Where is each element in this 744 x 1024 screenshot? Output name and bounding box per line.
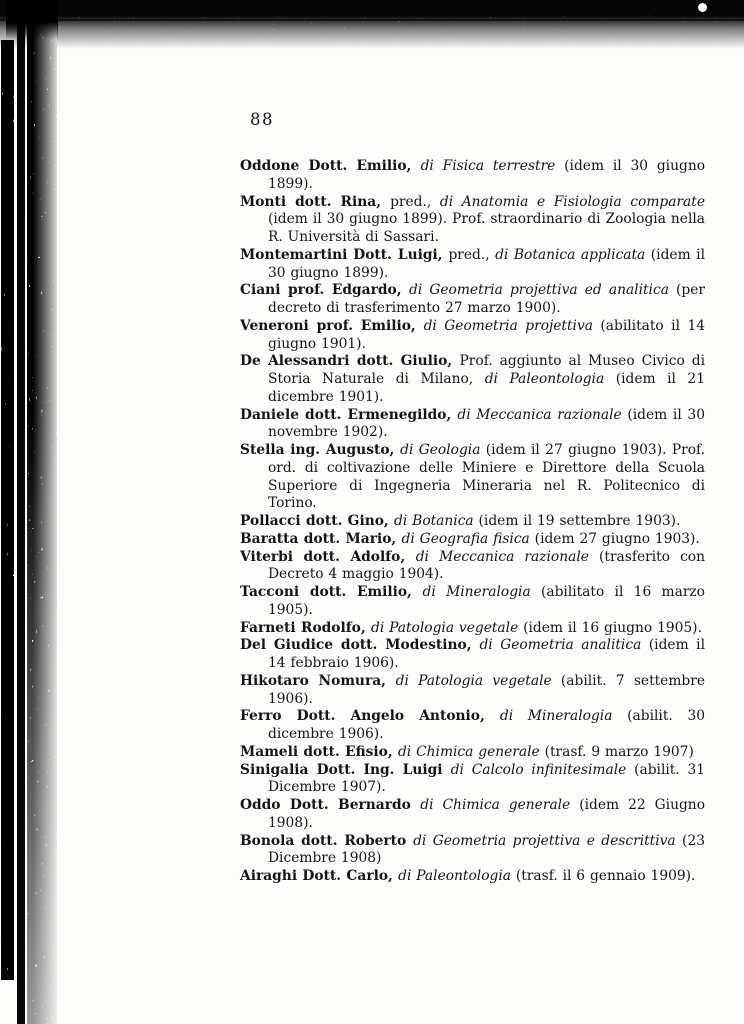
entry: [240, 318, 705, 354]
entry-rest: (per decreto di trasferimento 27 marzo 1900).: [268, 282, 705, 316]
entry-rest: (idem il 16 giugno 1905).: [518, 619, 702, 636]
scan-top-thin-line: [0, 19, 744, 21]
entry-name: Bonola dott. Roberto: [240, 832, 414, 849]
entry-rest: (idem il 30 giugno 1899). Prof. straordinario di Zoologia nella R. Università di Sassari.: [268, 211, 705, 245]
entry-name: Daniele dott. Ermenegildo,: [240, 406, 458, 423]
entry-rest: (trasf. il 6 gennaio 1909).: [510, 868, 696, 884]
entry-rest: (23 Dicembre 1908): [268, 832, 705, 867]
entry: [240, 247, 705, 283]
entries-list: [240, 158, 705, 886]
entry-pre-text: Prof. aggiunto al Museo Civico di Storia Naturale di Milano,: [268, 353, 705, 387]
entry-name: Ferro Dott. Angelo Antonio,: [240, 708, 500, 725]
entry-subject: di Meccanica razionale: [415, 548, 589, 565]
entry-subject: di Geometria projettiva: [423, 317, 593, 334]
entry-subject: di Fisica terrestre: [420, 158, 556, 174]
entry: [240, 407, 705, 443]
entry-subject: di Chimica generale: [397, 743, 540, 760]
entry-name: Monti dott. Rina,: [240, 193, 391, 210]
entry-name: Veneroni prof. Emilio,: [240, 317, 424, 334]
entry-subject: di Geometria projettiva e descrittiva: [413, 832, 676, 849]
entry: [240, 549, 705, 585]
entry: [240, 513, 705, 531]
scan-top-edge: [0, 0, 744, 15]
entry-subject: di Mineralogia: [422, 584, 531, 600]
entry: [240, 353, 705, 406]
entry-subject: di Paleontologia: [484, 371, 605, 387]
entry-name: Tacconi dott. Emilio,: [240, 584, 423, 600]
entry-name: Airaghi Dott. Carlo,: [240, 868, 399, 884]
entry-name: Viterbi dott. Adolfo,: [240, 548, 416, 565]
entry: [240, 194, 705, 247]
entry-name: Pollacci dott. Gino,: [240, 513, 395, 529]
entry-subject: di Botanica: [394, 513, 474, 529]
entry: [240, 584, 705, 620]
entry-subject: di Patologia vegetale: [395, 672, 552, 689]
entry-name: Mameli dott. Efisio,: [240, 743, 398, 760]
entry: [240, 762, 705, 798]
page-text-block: [240, 110, 706, 886]
entry: [240, 708, 705, 744]
entry-subject: di Geometria analitica: [479, 637, 642, 654]
entry-name: Farneti Rodolfo,: [240, 619, 371, 636]
entry-rest: (idem il 30 giugno 1899).: [268, 246, 705, 281]
entry: [240, 673, 705, 709]
entry-name: Hikotaro Nomura,: [240, 672, 396, 689]
entry-rest: (abilit. 30 dicembre 1906).: [268, 708, 705, 742]
entry-name: De Alessandri dott. Giulio,: [240, 353, 460, 370]
entry-subject: di Meccanica razionale: [457, 406, 622, 423]
entry: [240, 620, 705, 638]
entry-rest: (idem il 30 giugno 1899).: [268, 158, 706, 192]
scan-white-speck: [698, 3, 707, 12]
entry-subject: di Calcolo infinitesimale: [450, 761, 627, 778]
entry-rest: (idem il 19 settembre 1903).: [473, 513, 681, 529]
entry-subject: di Anatomia e Fisiologia comparate: [439, 193, 705, 210]
entry-rest: (abilit. 7 settembre 1906).: [268, 672, 706, 707]
entry-name: Ciani prof. Edgardo,: [240, 282, 410, 299]
entry-rest: (idem 27 giugno 1903).: [529, 530, 700, 547]
entry-pre-text: pred.,: [448, 246, 496, 263]
entry-rest: (abilit. 31 Dicembre 1907).: [268, 761, 706, 796]
entry-rest: (trasf. 9 marzo 1907): [539, 743, 694, 760]
entry-name: Del Giudice dott. Modestino,: [240, 637, 480, 654]
entry-subject: di Geometria projettiva ed analitica: [409, 282, 669, 299]
scan-binding-grain-fade: [27, 0, 57, 1024]
entry-name: Baratta dott. Mario,: [240, 530, 402, 547]
entry-name: Stella ing. Augusto,: [240, 442, 401, 458]
entry-subject: di Geologia: [400, 442, 481, 458]
entry: [240, 531, 705, 549]
entry-subject: di Botanica applicata: [495, 246, 646, 263]
scan-corner-blob: [6, 0, 58, 40]
entry: [240, 442, 705, 513]
entry-subject: di Paleontologia: [398, 868, 511, 884]
entry-subject: di Patologia vegetale: [370, 619, 519, 636]
entry-rest: (idem il 27 giugno 1903). Prof. ord. di coltivazione delle Miniere e Direttore della Scuola Superiore di Ingegneria Mineraria nel R. Politecnico di Torino.: [268, 442, 706, 512]
entry-rest: (idem il 14 febbraio 1906).: [268, 637, 705, 671]
page-number: 88: [250, 110, 274, 129]
entry-rest: (trasferito con Decreto 4 maggio 1904).: [268, 548, 705, 583]
entry-rest: (abilitato il 14 giugno 1901).: [268, 317, 706, 352]
entry: [240, 868, 705, 886]
entry-subject: di Mineralogia: [499, 708, 613, 725]
entry-subject: di Chimica generale: [420, 797, 571, 813]
entry: [240, 158, 705, 194]
scan-margin-specks: [1, 40, 14, 980]
entry-rest: (idem il 30 novembre 1902).: [268, 406, 705, 441]
entry: [240, 744, 705, 762]
entry-rest: (idem 22 Giugno 1908).: [268, 797, 705, 831]
entry-pre-text: pred.,: [390, 193, 440, 210]
entry-name: Oddone Dott. Emilio,: [240, 158, 421, 174]
entry-subject: di Geografia fisica: [401, 530, 530, 547]
scan-binding-line: [17, 0, 25, 1024]
entry: [240, 833, 705, 869]
entry: [240, 637, 705, 673]
entry: [240, 282, 705, 318]
entry-rest: (idem il 21 dicembre 1901).: [268, 371, 705, 405]
entry-name: Montemartini Dott. Luigi,: [240, 246, 449, 263]
entry-rest: (abilitato il 16 marzo 1905).: [268, 584, 705, 618]
entry: [240, 797, 705, 833]
entry-name: Oddo Dott. Bernardo: [240, 797, 421, 813]
entry-name: Sinigalia Dott. Ing. Luigi: [240, 761, 451, 778]
